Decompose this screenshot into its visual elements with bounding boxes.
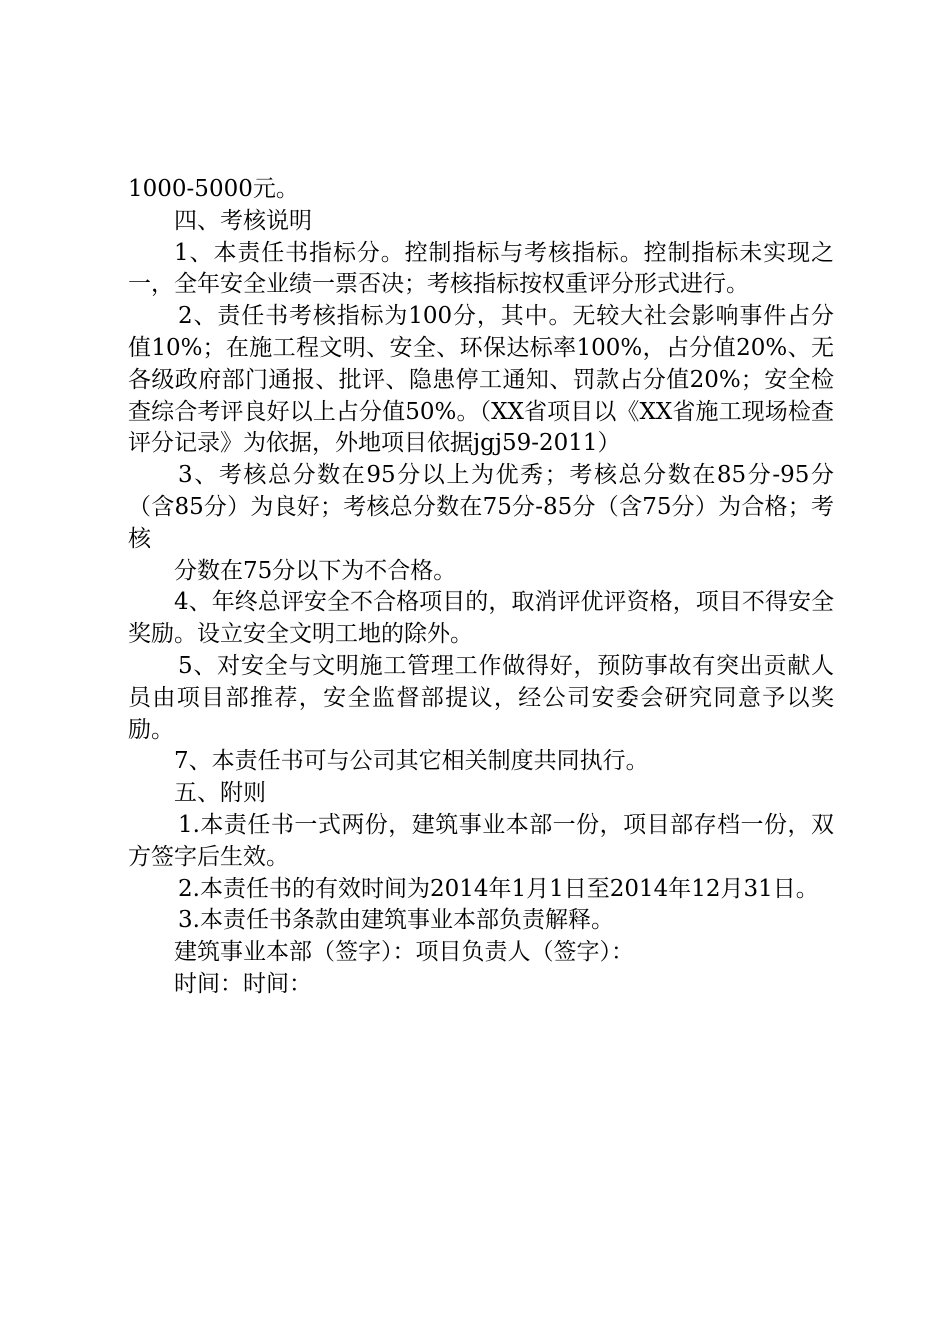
paragraph-fail-threshold: 分数在75分以下为不合格。 xyxy=(174,557,457,584)
document-body xyxy=(128,174,834,1001)
paragraph-rewards: 5、对安全与文明施工管理工作做得好，预防事故有突出贡献人员由项目部推荐，安全监督部提议，经公司安委会研究同意予以奖励。 xyxy=(128,652,834,743)
heading-supplementary: 五、附则 xyxy=(174,780,266,807)
paragraph-indicator-types: 1、本责任书指标分。控制指标与考核指标。控制指标未实现之一，全年安全业绩一票否决；考核指标按权重评分形式进行。 xyxy=(128,239,834,298)
heading-assessment-notes: 四、考核说明 xyxy=(174,207,312,234)
paragraph-amount-range: 1000-5000元。 xyxy=(128,176,299,202)
signature-line: 建筑事业本部（签字）：项目负责人（签字）： xyxy=(174,939,634,966)
paragraph-joint-execution: 7、本责任书可与公司其它相关制度共同执行。 xyxy=(174,748,649,775)
date-line: 时间：时间： xyxy=(174,970,312,997)
paragraph-indicator-scores: 2、责任书考核指标为100分，其中。无较大社会影响事件占分值10%；在施工程文明、安全、环保达标率100%，占分值20%、无各级政府部门通报、批评、隐患停工通知、罚款占分值20%；安全检查综合考评良好以上占分值50%。（XX省项目以《XX省施工现场检查评分记录》为依据，外地项目依据jgj59-2011） xyxy=(128,303,834,457)
paragraph-copies: 1.本责任书一式两份，建筑事业本部一份，项目部存档一份，双方签字后生效。 xyxy=(128,811,834,870)
paragraph-year-end-review: 4、年终总评安全不合格项目的，取消评优评资格，项目不得安全奖励。设立安全文明工地的除外。 xyxy=(128,589,834,648)
paragraph-interpretation: 3.本责任书条款由建筑事业本部负责解释。 xyxy=(178,907,614,934)
paragraph-validity-period: 2.本责任书的有效时间为2014年1月1日至2014年12月31日。 xyxy=(178,875,819,902)
paragraph-score-grades: 3、考核总分数在95分以上为优秀；考核总分数在85分-95分（含85分）为良好；考核总分数在75分-85分（含75分）为合格；考核 xyxy=(128,462,834,552)
